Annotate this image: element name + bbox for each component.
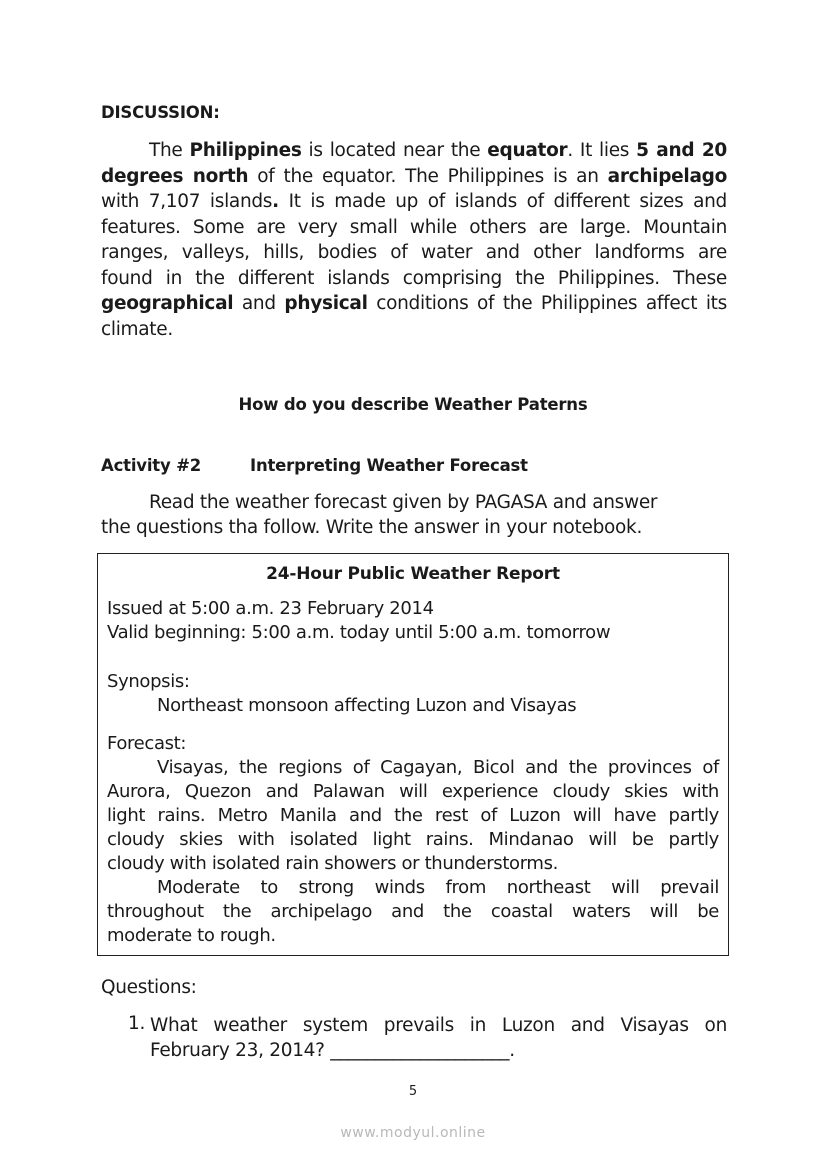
discussion-line-3: with 7,107 islands. It is made up of islands of different sizes and xyxy=(101,191,727,212)
report-issued: Issued at 5:00 a.m. 23 February 2014 xyxy=(107,598,434,619)
keyword-geographical: geographical xyxy=(101,293,234,314)
forecast-label: Forecast: xyxy=(107,733,187,754)
synopsis-label: Synopsis: xyxy=(107,671,190,692)
forecast-line-3: light rains. Metro Manila and the rest of Luzon will have partly xyxy=(107,805,719,826)
winds-line-1: Moderate to strong winds from northeast will prevail xyxy=(157,877,719,898)
forecast-line-5: cloudy with isolated rain showers or thunderstorms. xyxy=(107,853,559,874)
winds-line-2: throughout the archipelago and the coastal waters will be xyxy=(107,901,719,922)
discussion-line-2: degrees north of the equator. The Philippines is an archipelago xyxy=(101,165,727,187)
forecast-line-2: Aurora, Quezon and Palawan will experience cloudy skies with xyxy=(107,781,719,802)
question-1-number: 1. xyxy=(128,1013,146,1034)
forecast-line-4: cloudy skies with isolated light rains. Mindanao will be partly xyxy=(107,829,719,850)
keyword-equator: equator xyxy=(487,140,568,161)
discussion-line-4: features. Some are very small while others are large. Mountain xyxy=(101,216,727,238)
report-valid: Valid beginning: 5:00 a.m. today until 5:00 a.m. tomorrow xyxy=(107,622,611,643)
keyword-archipelago: archipelago xyxy=(607,165,727,187)
question-1-line-1: What weather system prevails in Luzon and Visayas on xyxy=(150,1015,727,1036)
questions-label: Questions: xyxy=(101,977,197,998)
winds-line-3: moderate to rough. xyxy=(107,925,276,946)
keyword-latitude: 5 and 20 xyxy=(636,140,727,161)
instructions-line-1: Read the weather forecast given by PAGASA and answer xyxy=(149,492,658,513)
watermark: www.modyul.online xyxy=(340,1125,486,1141)
activity-title: Interpreting Weather Forecast xyxy=(250,456,528,475)
synopsis-text: Northeast monsoon affecting Luzon and Visayas xyxy=(157,695,577,716)
keyword-degrees-north: degrees north xyxy=(101,165,249,187)
keyword-physical: physical xyxy=(284,293,368,314)
discussion-line-7: geographical and physical conditions of the Philippines affect its xyxy=(101,293,727,314)
discussion-line-8: climate. xyxy=(101,318,173,340)
page-number: 5 xyxy=(408,1084,418,1099)
question-1-line-2[interactable]: February 23, 2014? ____________________. xyxy=(150,1040,515,1061)
discussion-heading: DISCUSSION: xyxy=(101,103,220,122)
forecast-paragraph xyxy=(107,756,719,948)
discussion-line-1: The Philippines is located near the equator. It lies 5 and 20 xyxy=(149,140,727,161)
section-title: How do you describe Weather Paterns xyxy=(238,395,588,414)
report-title: 24-Hour Public Weather Report xyxy=(266,564,560,584)
question-1 xyxy=(150,1013,727,1063)
activity-instructions xyxy=(101,490,657,540)
discussion-line-5: ranges, valleys, hills, bodies of water and other landforms are xyxy=(101,242,727,263)
weather-report-box xyxy=(97,553,729,956)
discussion-line-6: found in the different islands comprising the Philippines. These xyxy=(101,267,727,289)
keyword-philippines: Philippines xyxy=(189,140,302,161)
discussion-paragraph xyxy=(101,138,727,342)
activity-number: Activity #2 xyxy=(101,456,201,475)
instructions-line-2: the questions tha follow. Write the answer in your notebook. xyxy=(101,517,643,538)
forecast-line-1: Visayas, the regions of Cagayan, Bicol and the provinces of xyxy=(157,757,719,778)
